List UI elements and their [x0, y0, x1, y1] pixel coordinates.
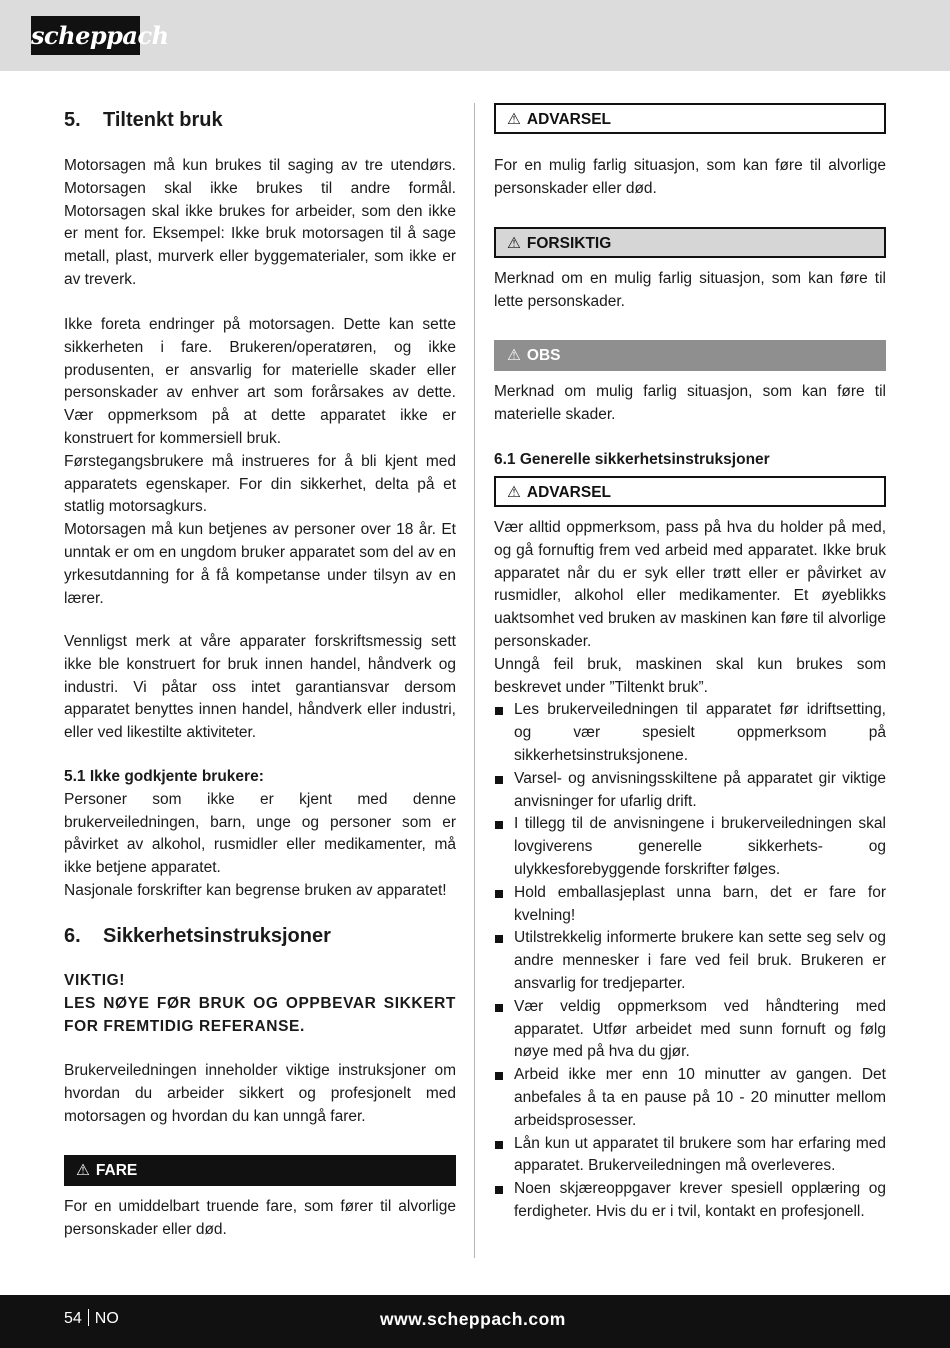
- paragraph: Førstegangsbrukere må instrueres for å bli kjent med apparatets egenskaper. For din sikkerhet, delta på et statlig motorsagkurs.: [64, 452, 456, 516]
- left-text-block-2: [64, 314, 456, 610]
- warning-triangle-icon: ⚠: [76, 1162, 90, 1179]
- section-6-1-heading: 6.1 Generelle sikkerhetsinstruksjoner: [494, 451, 770, 468]
- important-label: VIKTIG!: [64, 972, 126, 989]
- column-divider: [474, 103, 475, 1258]
- left-text-block-5: [64, 1060, 456, 1128]
- list-item: Lån kun ut apparatet til brukere som har erfaring med apparatet. Brukerveiledningen må overleveres.: [494, 1133, 886, 1179]
- page-footer: [0, 1295, 950, 1348]
- forsiktig-label-box: ⚠ FORSIKTIG: [494, 227, 886, 258]
- warning-triangle-icon: ⚠: [507, 484, 521, 501]
- section-5-1-heading: 5.1 Ikke godkjente brukere:: [64, 768, 264, 785]
- top-header-bar: [0, 0, 950, 71]
- paragraph: Personer som ikke er kjent med denne brukerveiledningen, barn, unge og personer som er påvirket av alkohol, rusmidler eller medikamenter, må ikke betjene apparatet.: [64, 790, 456, 877]
- section-6-heading-wrap: [64, 924, 456, 948]
- list-item: Les brukerveiledningen til apparatet før idriftsetting, og vær spesielt oppmerksom på sikkerhetsinstruksjonene.: [494, 699, 886, 767]
- bullet-square-icon: [495, 890, 503, 898]
- paragraph: Merknad om en mulig farlig situasjon, som kan føre til lette personskader.: [494, 270, 886, 310]
- bullet-square-icon: [495, 1072, 503, 1080]
- obs-label-box: ⚠ OBS: [494, 340, 886, 371]
- paragraph: Vennligst merk at våre apparater forskriftsmessig sett ikke ble konstruert for bruk innen handel, håndverk og industri. Vi påtar oss intet garantiansvar dersom apparatet benyttes innen handel, håndverk eller industri, eller ved likestilte aktiviteter.: [64, 633, 456, 742]
- paragraph: Vær alltid oppmerksom, pass på hva du holder på med, og gå fornuftig frem ved arbeid med apparatet. Ikke bruk apparatet når du er syk eller trøtt eller er påvirket av rusmidler, alkohol eller medikamenter. Et øyeblikks uaktsomhet ved bruken av maskinen kan føre til alvorlige personskader.: [494, 519, 886, 650]
- list-item: I tillegg til de anvisningene i brukerveiledningen skal lovgiverens generelle sikkerhets- og ulykkesforebyggende forskrifter følges.: [494, 813, 886, 881]
- section-6-heading: 6. Sikkerhetsinstruksjoner: [64, 925, 331, 947]
- paragraph: For en umiddelbart truende fare, som fører til alvorlige personskader eller død.: [64, 1198, 456, 1238]
- bullet-square-icon: [495, 776, 503, 784]
- advarsel2-label-box: ⚠ ADVARSEL: [494, 476, 886, 507]
- paragraph: Nasjonale forskrifter kan begrense bruken av apparatet!: [64, 881, 447, 899]
- paragraph: For en mulig farlig situasjon, som kan føre til alvorlige personskader eller død.: [494, 157, 886, 197]
- paragraph: Brukerveiledningen inneholder viktige instruksjoner om hvordan du arbeider sikkert og profesjonelt med motorsagen og hvordan du kan unngå farer.: [64, 1062, 456, 1125]
- scheppach-logo: scheppach: [31, 16, 140, 55]
- obs-box-wrap: [494, 340, 886, 371]
- paragraph: Merknad om mulig farlig situasjon, som kan føre til materielle skader.: [494, 383, 886, 423]
- paragraph: Unngå feil bruk, maskinen skal kun brukes som beskrevet under ”Tiltenkt bruk”.: [494, 655, 886, 696]
- right-text-block-2: [494, 268, 886, 314]
- bullet-square-icon: [495, 707, 503, 715]
- forsiktig-box-wrap: [494, 227, 886, 258]
- advarsel2-box-wrap: [494, 476, 886, 507]
- list-item: Arbeid ikke mer enn 10 minutter av gangen. Det anbefales å ta en pause på 10 - 20 minutter mellom arbeidsprosesser.: [494, 1064, 886, 1132]
- important-notice: [64, 970, 456, 1038]
- right-text-block-1: [494, 155, 886, 201]
- important-text: LES NØYE FØR BRUK OG OPPBEVAR SIKKERT FOR FREMTIDIG REFERANSE.: [64, 994, 456, 1035]
- warning-triangle-icon: ⚠: [507, 111, 521, 128]
- bullet-square-icon: [495, 1141, 503, 1149]
- advarsel-box-wrap: [494, 103, 886, 134]
- bullet-square-icon: [495, 821, 503, 829]
- list-item: Noen skjæreoppgaver krever spesiell opplæring og ferdigheter. Hvis du er i tvil, kontakt en profesjonell.: [494, 1178, 886, 1224]
- paragraph: Motorsagen må kun betjenes av personer over 18 år. Et unntak er om en ungdom bruker apparatet som del av en yrkesutdanning for å få kompetanse under tilsyn av en lærer.: [64, 521, 456, 607]
- safety-bullet-list: [494, 699, 886, 1223]
- website-link[interactable]: www.scheppach.com: [380, 1309, 566, 1329]
- bullet-square-icon: [495, 1186, 503, 1194]
- list-item: Vær veldig oppmerksom ved håndtering med apparatet. Utfør arbeidet med sunn fornuft og følg nøye med på hva du gjør.: [494, 996, 886, 1064]
- list-item: Varsel- og anvisningsskiltene på apparatet gir viktige anvisninger for ufarlig drift.: [494, 768, 886, 814]
- left-text-block-1: [64, 155, 456, 292]
- left-text-block-6: [64, 1196, 456, 1242]
- left-text-block-3: [64, 631, 456, 745]
- paragraph: Ikke foreta endringer på motorsagen. Dette kan sette sikkerheten i fare. Brukeren/operatøren, og ikke produsenten, er ansvarlig for materielle skader eller personskader av enhver art som forårsakes av dette. Vær oppmerksom på at dette apparatet ikke er konstruert for kommersiell bruk.: [64, 316, 456, 447]
- section-5-heading: 5. Tiltenkt bruk: [64, 109, 223, 131]
- bullet-square-icon: [495, 935, 503, 943]
- section-6-1-heading-wrap: [494, 449, 886, 472]
- warning-triangle-icon: ⚠: [507, 235, 521, 252]
- fare-box-wrap: [64, 1155, 456, 1186]
- left-column: [64, 108, 456, 132]
- footer-separator: [88, 1309, 89, 1326]
- left-text-block-4: [64, 766, 456, 903]
- right-text-block-4: [494, 517, 886, 1224]
- right-text-block-3: [494, 381, 886, 427]
- bullet-square-icon: [495, 1004, 503, 1012]
- advarsel-label-box: ⚠ ADVARSEL: [494, 103, 886, 134]
- list-item: Utilstrekkelig informerte brukere kan sette seg selv og andre mennesker i fare ved feil bruk. Brukeren er ansvarlig for tredjeparter.: [494, 927, 886, 995]
- fare-label-box: ⚠ FARE: [64, 1155, 456, 1186]
- page-number: 54 NO: [64, 1310, 119, 1327]
- paragraph: Motorsagen må kun brukes til saging av tre utendørs. Motorsagen skal ikke brukes til andre formål. Motorsagen skal ikke brukes for arbeider, som den ikke er ment for. Eksempel: Ikke bruk motorsagen til å sage metall, plast, murverk eller byggematerialer, som ikke er av treverk.: [64, 157, 456, 288]
- list-item: Hold emballasjeplast unna barn, det er fare for kvelning!: [494, 882, 886, 928]
- warning-triangle-icon: ⚠: [507, 347, 521, 364]
